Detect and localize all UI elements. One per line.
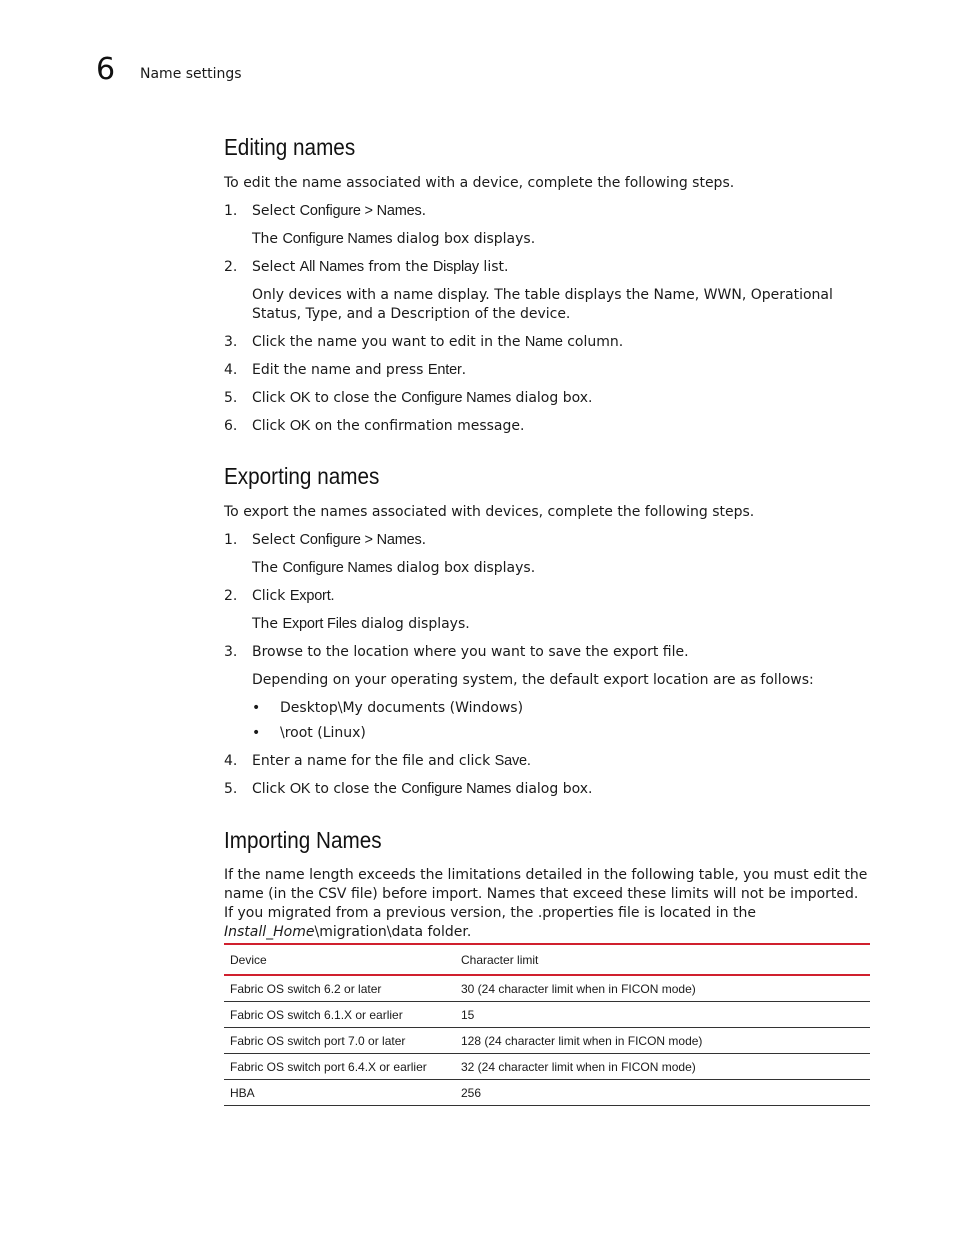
- chapter-number: 6: [96, 52, 116, 87]
- exporting-step-1: [224, 531, 426, 550]
- table-row: [224, 975, 870, 1002]
- editing-step-1-result: [252, 230, 535, 249]
- step-text: Select: [252, 532, 300, 548]
- step-text: Select: [252, 203, 300, 219]
- exporting-names-heading: Exporting names: [224, 463, 380, 489]
- step-text: The: [252, 616, 283, 632]
- table-row: [224, 1002, 870, 1028]
- step-text: .: [421, 203, 427, 219]
- step-text: list.: [478, 259, 509, 275]
- exporting-step-5: [224, 780, 592, 799]
- step-text: .: [461, 362, 467, 378]
- table-row: [224, 1080, 870, 1106]
- exporting-step-2-result: [252, 615, 470, 634]
- table-cell: 15: [455, 1002, 870, 1028]
- step-text: from the: [363, 259, 433, 275]
- bullet-item: [252, 724, 366, 743]
- bullet-text: Desktop\My documents (Windows): [280, 700, 524, 716]
- step-text: to close the: [310, 781, 402, 797]
- step-text: Click: [252, 390, 290, 406]
- step-text: dialog box displays.: [392, 231, 536, 247]
- step-text: Click: [252, 781, 290, 797]
- table-row: [224, 1054, 870, 1080]
- step-number: 4.: [224, 753, 238, 769]
- table-row: [224, 1028, 870, 1054]
- step-text: Browse to the location where you want to save the export file.: [252, 644, 689, 660]
- exporting-step-2: [224, 587, 334, 606]
- paragraph-text: \migration\data folder.: [314, 924, 472, 940]
- step-number: 1.: [224, 203, 238, 219]
- step-text: Click the name you want to edit in the: [252, 334, 525, 350]
- step-text: Click: [252, 418, 290, 434]
- editing-step-5: [224, 389, 592, 408]
- table-cell: 128 (24 character limit when in FICON mode): [455, 1028, 870, 1054]
- ui-term: Configure Names: [282, 231, 393, 247]
- editing-step-2-note: Only devices with a name display. The table displays the Name, WWN, Operational Status, Type, and a Description of the device.: [252, 287, 833, 322]
- column-header-device: Device: [224, 944, 455, 975]
- ui-term: Export.: [289, 588, 335, 604]
- bullet-icon: •: [252, 725, 261, 741]
- step-number: 1.: [224, 532, 238, 548]
- ui-term: OK: [289, 418, 311, 434]
- editing-step-3: [224, 333, 623, 352]
- step-number: 3.: [224, 644, 238, 660]
- table-cell: Fabric OS switch 6.1.X or earlier: [224, 1002, 455, 1028]
- editing-step-6: [224, 417, 524, 436]
- editing-step-1: [224, 202, 426, 221]
- ui-term: OK: [289, 390, 311, 406]
- importing-names-heading: Importing Names: [224, 827, 382, 853]
- step-number: 5.: [224, 781, 238, 797]
- step-number: 2.: [224, 588, 238, 604]
- exporting-step-1-result: [252, 559, 535, 578]
- step-number: 2.: [224, 259, 238, 275]
- table-cell: 32 (24 character limit when in FICON mode): [455, 1054, 870, 1080]
- italic-term: Install_Home: [224, 924, 315, 940]
- ui-term: Enter: [427, 362, 462, 378]
- step-text: Click: [252, 588, 290, 604]
- step-number: 5.: [224, 390, 238, 406]
- bullet-icon: •: [252, 700, 261, 716]
- table-cell: Fabric OS switch port 6.4.X or earlier: [224, 1054, 455, 1080]
- step-number: 6.: [224, 418, 238, 434]
- bullet-item: [252, 699, 523, 718]
- editing-step-4: [224, 361, 466, 380]
- ui-term: Configure Names: [401, 390, 512, 406]
- ui-term: All Names: [299, 259, 364, 275]
- bullet-text: \root (Linux): [280, 725, 366, 741]
- ui-term: Configure Names: [282, 560, 393, 576]
- editing-step-2: [224, 258, 508, 277]
- ui-term: Name: [524, 334, 563, 350]
- ui-term: Display: [432, 259, 479, 275]
- step-number: 3.: [224, 334, 238, 350]
- table-cell: 256: [455, 1080, 870, 1106]
- step-number: 4.: [224, 362, 238, 378]
- exporting-intro: To export the names associated with devices, complete the following steps.: [224, 504, 755, 520]
- ui-term: Configure > Names: [299, 532, 422, 548]
- exporting-step-3-note: Depending on your operating system, the default export location are as follows:: [252, 672, 814, 688]
- editing-names-heading: Editing names: [224, 134, 356, 160]
- ui-term: Configure Names: [401, 781, 512, 797]
- step-text: .: [421, 532, 427, 548]
- step-text: dialog box.: [511, 390, 593, 406]
- column-header-character-limit: Character limit: [455, 944, 870, 975]
- editing-intro: To edit the name associated with a device, complete the following steps.: [224, 175, 735, 191]
- ui-term: OK: [289, 781, 311, 797]
- exporting-step-3: [224, 643, 689, 662]
- step-text: on the confirmation message.: [310, 418, 525, 434]
- step-text: Select: [252, 259, 300, 275]
- step-text: Edit the name and press: [252, 362, 428, 378]
- step-text: Enter a name for the file and click: [252, 753, 495, 769]
- step-text: column.: [562, 334, 624, 350]
- character-limit-table: [224, 943, 870, 1106]
- step-text: to close the: [310, 390, 402, 406]
- table-header-row: [224, 944, 870, 975]
- table-cell: 30 (24 character limit when in FICON mode): [455, 975, 870, 1002]
- chapter-title: Name settings: [140, 66, 242, 82]
- ui-term: Save.: [494, 753, 531, 769]
- paragraph-text: If the name length exceeds the limitations detailed in the following table, you must edit the name (in the CSV file) before import. Names that exceed these limits will not be imported. If you migrated from a previous version, the .properties file is located in the: [224, 867, 868, 921]
- table-cell: Fabric OS switch 6.2 or later: [224, 975, 455, 1002]
- step-text: dialog displays.: [356, 616, 470, 632]
- ui-term: Configure > Names: [299, 203, 422, 219]
- ui-term: Export Files: [282, 616, 357, 632]
- table-cell: HBA: [224, 1080, 455, 1106]
- importing-paragraph: [224, 866, 870, 942]
- step-text: The: [252, 560, 283, 576]
- step-text: dialog box.: [511, 781, 593, 797]
- step-text: dialog box displays.: [392, 560, 536, 576]
- table-cell: Fabric OS switch port 7.0 or later: [224, 1028, 455, 1054]
- step-text: The: [252, 231, 283, 247]
- exporting-step-4: [224, 752, 531, 771]
